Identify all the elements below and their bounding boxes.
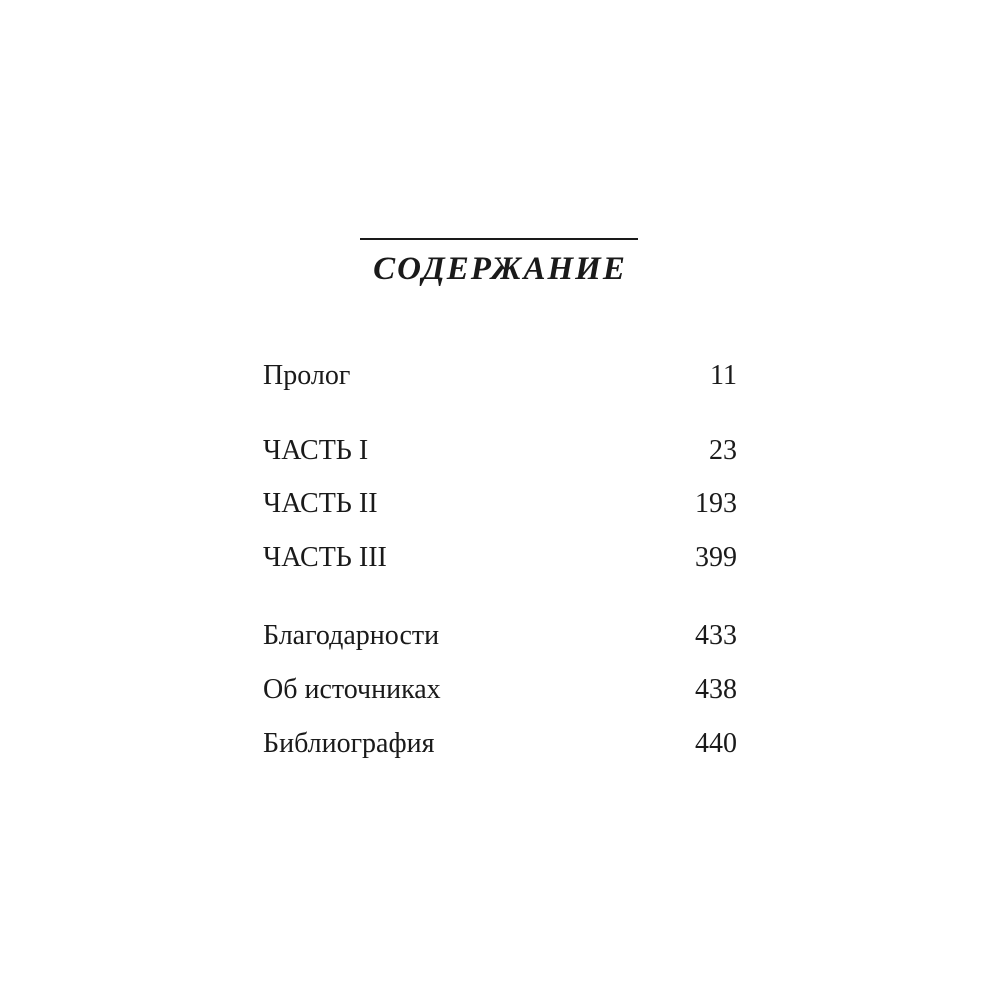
toc-entry-label: Библиография: [263, 728, 435, 759]
toc-entry-acknowledgements: [263, 618, 737, 654]
toc-entry-part-1: [263, 433, 737, 469]
toc-entry-page-number: 23: [709, 435, 737, 466]
toc-entry-page-number: 440: [695, 728, 737, 759]
toc-entry-sources: [263, 672, 737, 708]
toc-entry-part-2: [263, 486, 737, 522]
toc-entry-page-number: 11: [710, 360, 737, 391]
toc-entry-label: ЧАСТЬ I: [263, 435, 369, 466]
toc-entry-page-number: 433: [695, 620, 737, 651]
page-title: СОДЕРЖАНИЕ: [373, 251, 627, 287]
toc-entry-page-number: 438: [695, 674, 737, 705]
toc-entry-label: Пролог: [263, 360, 351, 391]
toc-entry-label: Благодарности: [263, 620, 440, 651]
toc-entry-bibliography: [263, 726, 737, 762]
toc-entry-label: ЧАСТЬ II: [263, 488, 378, 519]
toc-entry-page-number: 193: [695, 488, 737, 519]
toc-entry-prologue: [263, 358, 737, 394]
toc-entry-part-3: [263, 540, 737, 576]
toc-entry-page-number: 399: [695, 542, 737, 573]
title-rule: [360, 238, 638, 240]
toc-entry-label: ЧАСТЬ III: [263, 542, 387, 573]
toc-entry-label: Об источниках: [263, 674, 441, 705]
